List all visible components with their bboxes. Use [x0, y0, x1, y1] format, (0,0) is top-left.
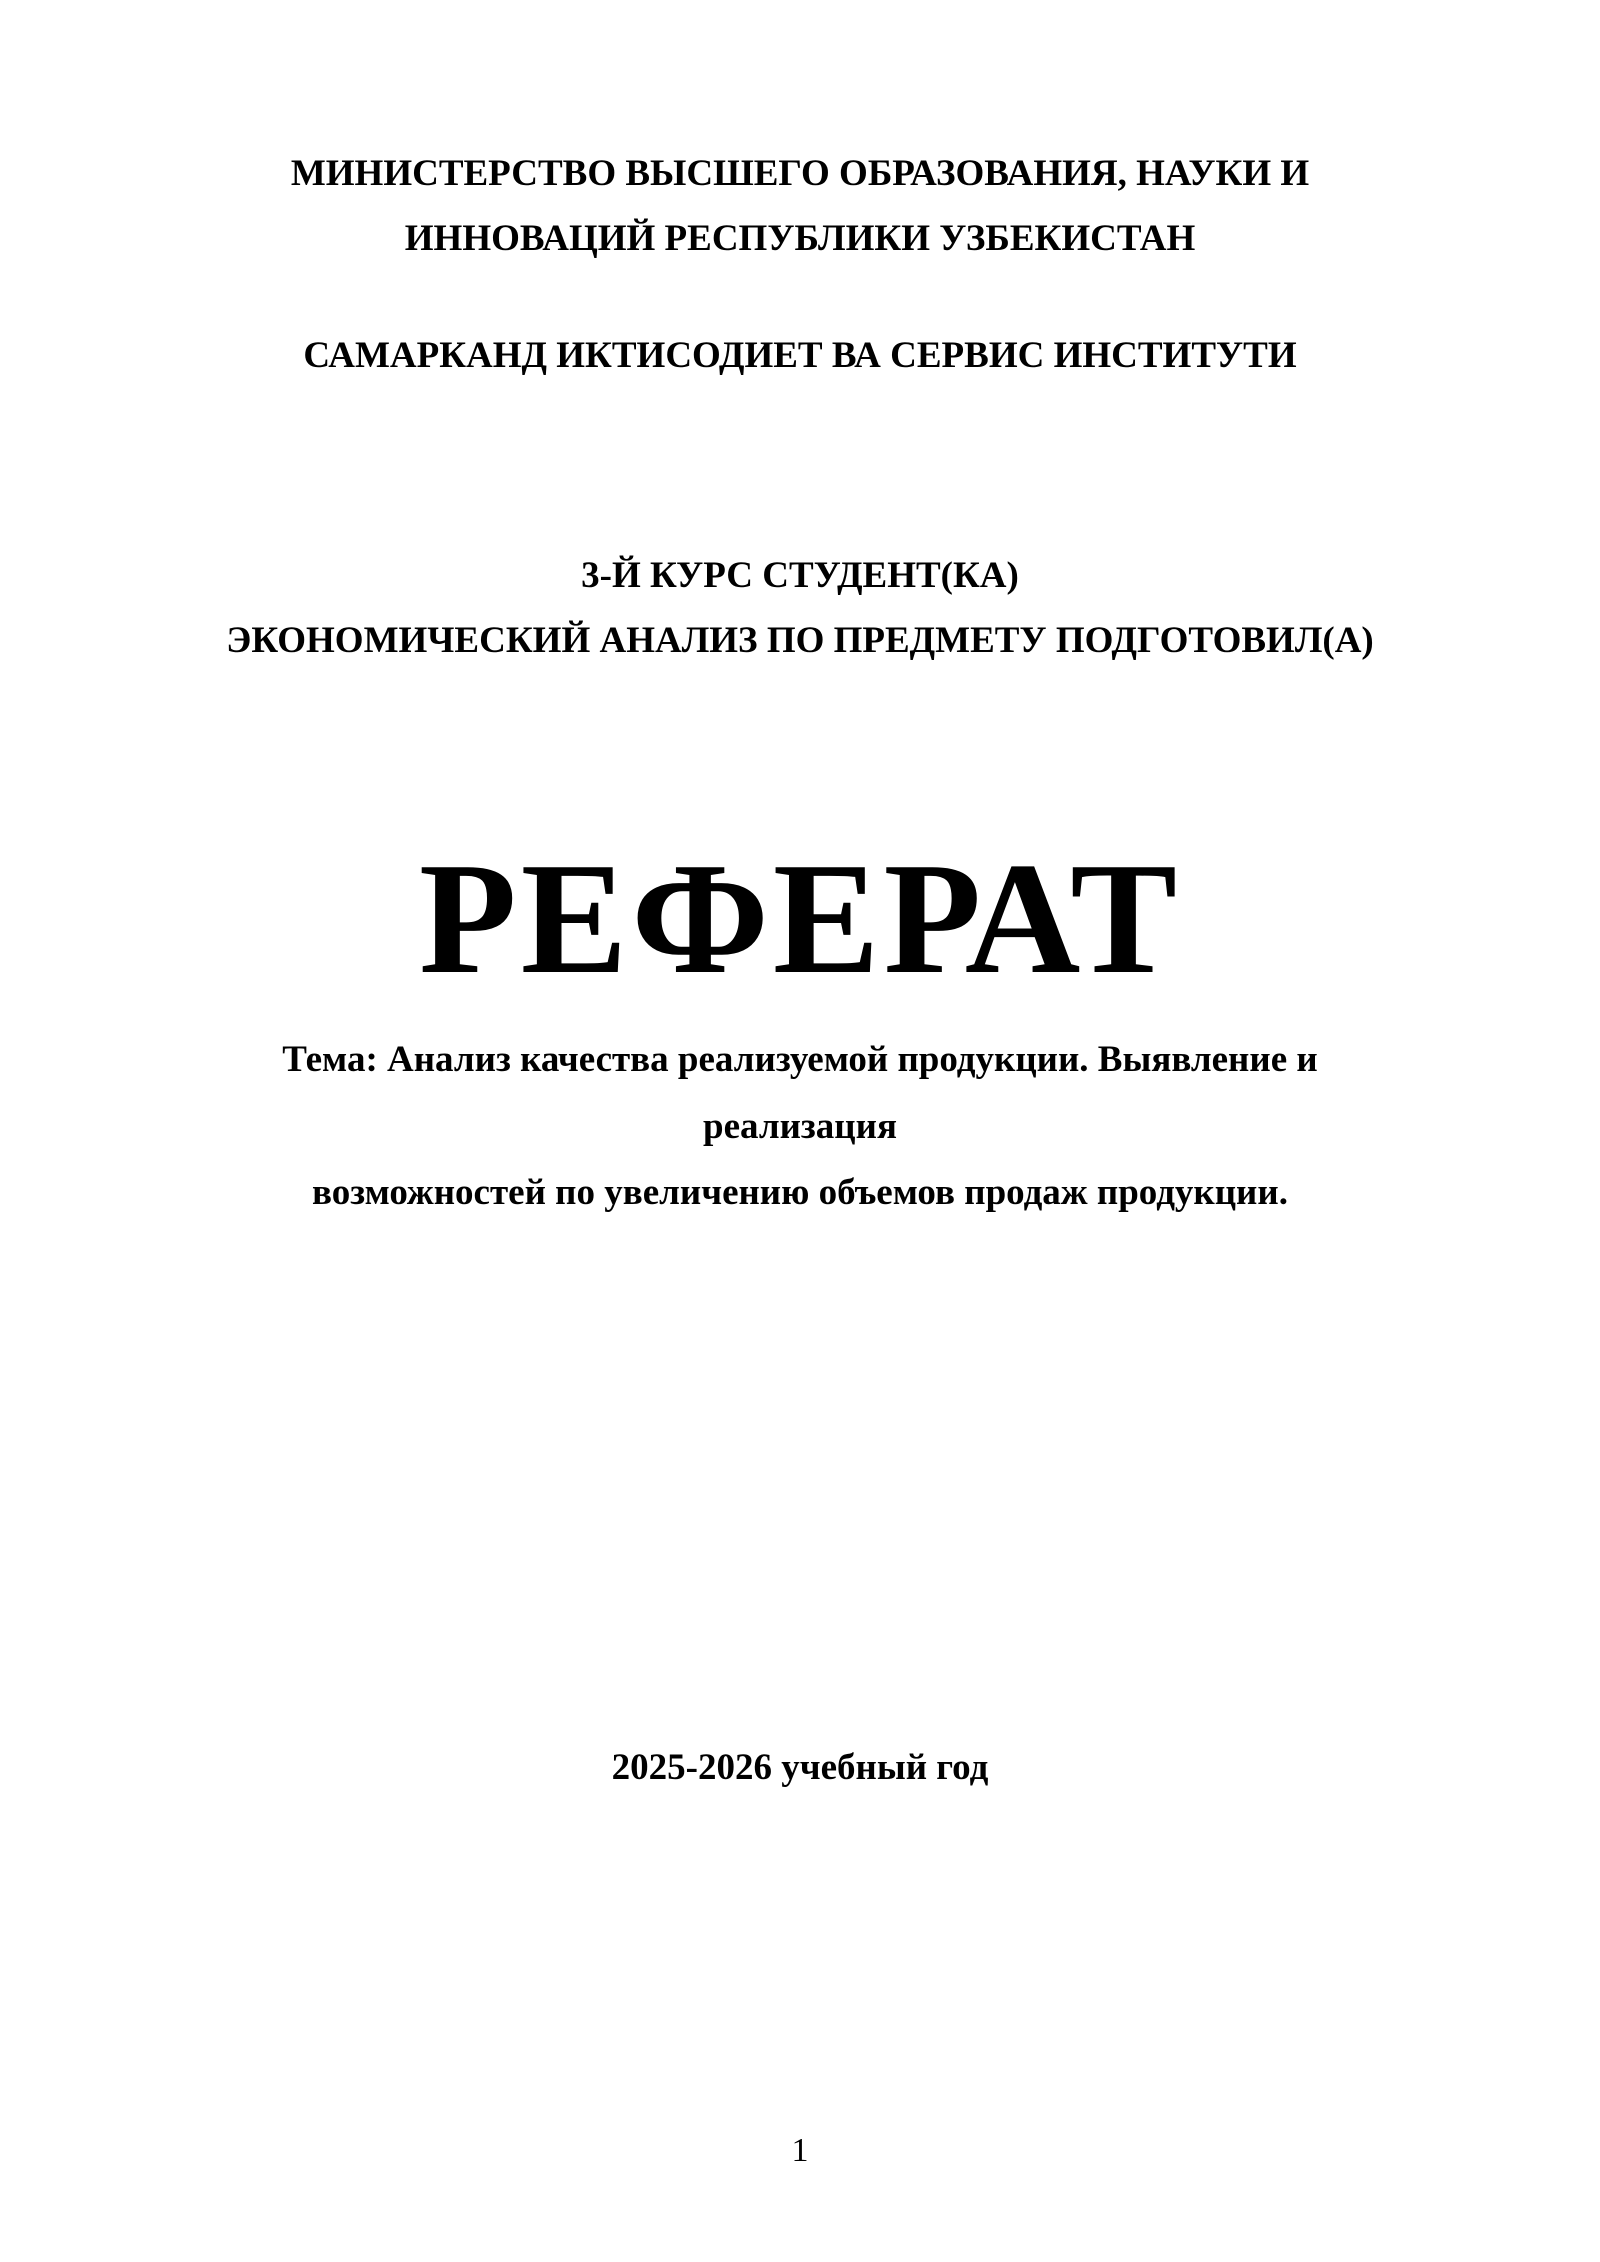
topic-line-3: возможностей по увеличению объемов продаж продукции. — [312, 1172, 1288, 1213]
ministry-line-1: МИНИСТЕРСТВО ВЫСШЕГО ОБРАЗОВАНИЯ, НАУКИ И — [290, 153, 1310, 194]
topic-line-1: Тема: Анализ качества реализуемой продукции. Выявление и — [282, 1039, 1318, 1080]
document-title: РЕФЕРАТ — [418, 829, 1182, 1007]
ministry-line-2: ИННОВАЦИЙ РЕСПУБЛИКИ УЗБЕКИСТАН — [404, 218, 1196, 259]
course-line: 3-Й КУРС СТУДЕНТ(КА) — [581, 555, 1019, 596]
subject-line: ЭКОНОМИЧЕСКИЙ АНАЛИЗ ПО ПРЕДМЕТУ ПОДГОТОВИЛ(А) — [226, 620, 1374, 661]
academic-year: 2025-2026 учебный год — [611, 1747, 989, 1788]
institute-name: САМАРКАНД ИКТИСОДИЕТ ВА СЕРВИС ИНСТИТУТИ — [303, 335, 1297, 376]
topic-line-2: реализация — [703, 1106, 897, 1147]
page-number: 1 — [791, 2132, 809, 2169]
